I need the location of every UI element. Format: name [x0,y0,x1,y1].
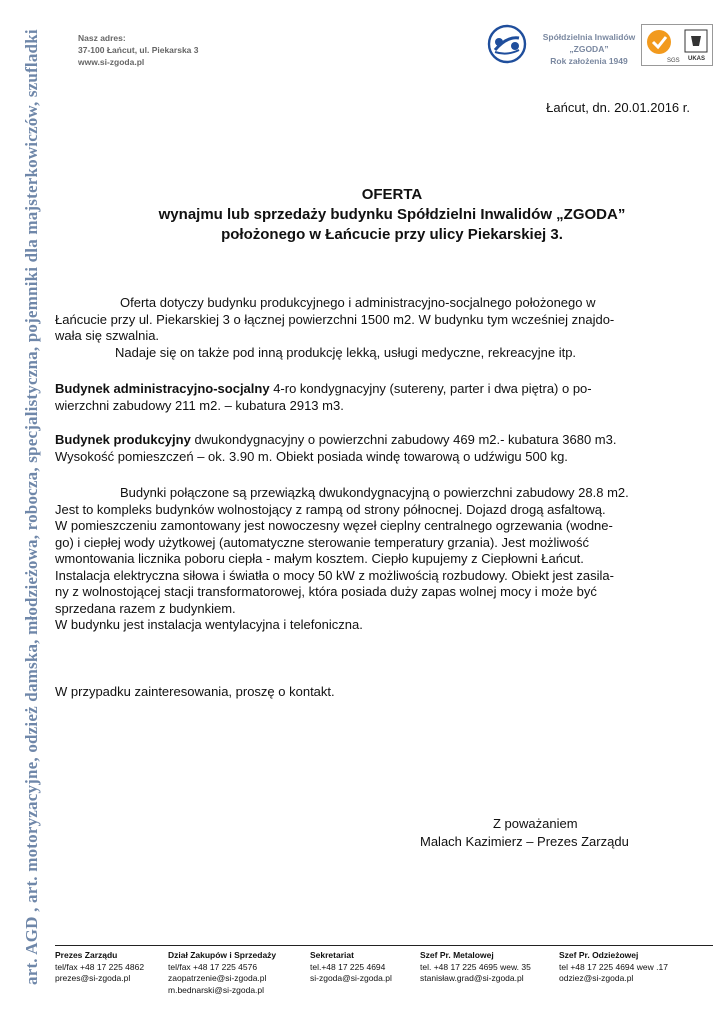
footer-contact-purchasing [168,950,276,996]
details-line: sprzedana razem z budynkiem. [55,600,236,616]
details-line: Budynki połączone są przewiązką dwukondygnacyjną o powierzchni zabudowy 28.8 m2. [120,485,629,500]
intro-line-2: Łańcucie przy ul. Piekarskiej 3 o łącznej powierzchni 1500 m2. W budynku tym wcześniej znajdo- [55,311,615,327]
admin-building-text-2: wierzchni zabudowy 211 m2. – kubatura 2913 m3. [55,397,344,413]
footer-email[interactable]: si-zgoda@si-zgoda.pl [310,973,392,983]
intro-line-1: Oferta dotyczy budynku produkcyjnego i administracyjno-socjalnego położonego w [120,295,596,310]
footer-head: Szef Pr. Odzieżowej [559,950,639,960]
details-line: W pomieszczeniu zamontowany jest nowoczesny węzeł cieplny centralnego ogrzewania (wodne- [55,518,613,533]
paragraph-contact: W przypadku zainteresowania, proszę o kontakt. [55,683,335,699]
side-slogan: art. AGD , art. motoryzacyjne, odzież damska, młodzieżowa, robocza, specjalistyczna, pojemniki dla majsterkowiczów, szufladki [22,29,41,985]
production-building-text: dwukondygnacyjny o powierzchni zabudowy 469 m2.- kubatura 3680 m3. [194,432,617,447]
paragraph-admin-building [55,381,690,414]
footer-phone: tel/fax +48 17 225 4862 [55,961,145,972]
production-building-text-2: Wysokość pomieszczeń – ok. 3.90 m. Obiekt posiada windę towarową o udźwigu 500 kg. [55,448,568,464]
footer-email[interactable]: m.bednarski@si-zgoda.pl [168,984,265,995]
offer-title [60,185,724,245]
details-line: wmontowania licznika poboru ciepła - małym kosztem. Ciepło kupujemy z Ciepłowni Łańcut. [55,551,584,566]
admin-building-label: Budynek administracyjno-socjalny [55,381,270,396]
intro-line-3: wała się szwalnia. [55,328,160,343]
company-quote-name: „ZGODA” [569,44,609,54]
footer-contact-secretariat [310,950,392,985]
footer-phone: tel +48 17 225 4694 wew .17 [559,961,668,972]
footer-email[interactable]: odziez@si-zgoda.pl [559,973,634,983]
paragraph-intro [55,295,690,345]
paragraph-usage: Nadaje się on także pod inną produkcję lekką, usługi medyczne, rekreacyjne itp. [115,344,577,360]
signoff-greeting: Z poważaniem [493,816,578,831]
address-line: 37-100 Łańcut, ul. Piekarska 3 [78,45,199,55]
title-line-1: OFERTA [361,186,423,203]
details-line: Jest to kompleks budynków wolnostojący z rampą od strony północnej. Dojazd drogą asfaltową. [55,501,606,517]
footer-email[interactable]: prezes@si-zgoda.pl [55,973,131,983]
production-building-label: Budynek produkcyjny [55,432,191,447]
footer-phone: tel/fax +48 17 225 4576 [168,961,258,972]
details-line: Instalacja elektryczna siłowa i światła o mocy 50 kW z możliwością rozbudowy. Obiekt jest zasila- [55,567,614,583]
footer-contact-president [55,950,144,985]
title-line-3: położonego w Łańcucie przy ulicy Piekarskiej 3. [221,226,563,243]
footer-head: Sekretariat [310,950,354,960]
footer-divider [55,945,713,946]
footer-head: Dział Zakupów i Sprzedaży [168,950,277,960]
date-line: Łańcut, dn. 20.01.2016 r. [546,100,690,115]
offer-body [55,295,690,700]
footer-head: Szef Pr. Metalowej [420,950,494,960]
company-logo-icon [487,24,527,64]
website-link[interactable]: www.si-zgoda.pl [78,57,145,67]
company-name: Spółdzielnia Inwalidów [542,32,636,42]
signoff-signature: Malach Kazimierz – Prezes Zarządu [420,834,629,849]
footer-contact-clothing [559,950,668,985]
paragraph-details [55,485,690,634]
founded-year: Rok założenia 1949 [550,56,628,66]
address-label: Nasz adres: [78,33,126,43]
header-company [530,31,648,67]
certification-badge-icon [641,24,713,66]
details-line: ny z wolnostojącej stacji transformatorowej, która posiada duży zapas wolnej mocy i może być [55,584,597,599]
footer-email[interactable]: zaopatrzenie@si-zgoda.pl [168,973,267,983]
footer-email[interactable]: stanisław.grad@si-zgoda.pl [420,973,524,983]
footer-phone: tel. +48 17 225 4695 wew. 35 [420,961,531,972]
footer-head: Prezes Zarządu [55,950,118,960]
header-address [78,32,198,68]
paragraph-production-building [55,432,690,465]
footer-phone: tel.+48 17 225 4694 [310,961,386,972]
admin-building-text: 4-ro kondygnacyjny (sutereny, parter i dwa piętra) o po- [273,381,592,396]
details-line: go) i ciepłej wody użytkowej (automatyczne sterowanie temperatury grzania). Jest możliwość [55,534,589,550]
cert-sgs-text: SGS [667,58,680,64]
details-line: W budynku jest instalacja wentylacyjna i telefoniczna. [55,617,363,632]
footer-contact-metal [420,950,531,985]
cert-ukas-text: UKAS [688,56,706,62]
signoff [420,815,680,851]
title-line-2: wynajmu lub sprzedaży budynku Spółdzielni Inwalidów „ZGODA” [158,206,626,223]
